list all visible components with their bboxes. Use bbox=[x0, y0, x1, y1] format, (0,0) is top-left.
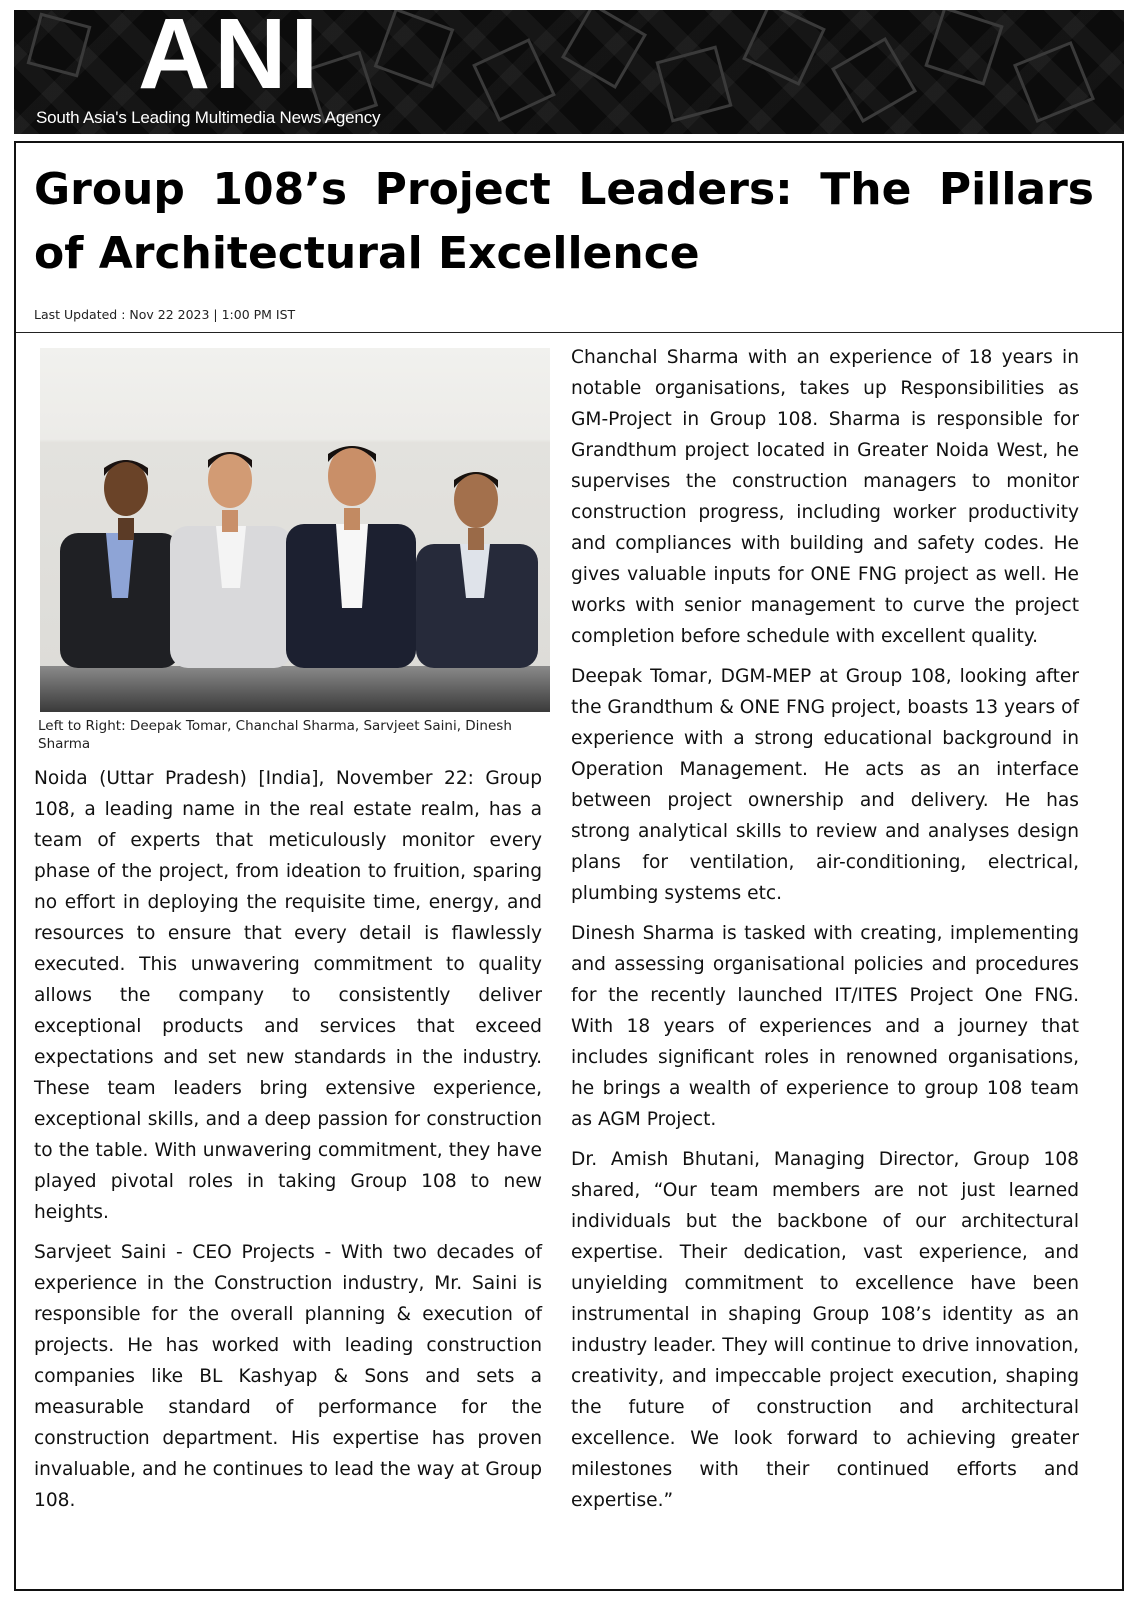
article-column-right bbox=[571, 342, 1079, 1525]
article-paragraph: Dr. Amish Bhutani, Managing Director, Group 108 shared, “Our team members are not just learned individuals but the backbone of our architectural expertise. Their dedication, vast experience, and unyielding commitment to excellence have been instrumental in shaping Group 108’s identity as an industry leader. They will continue to drive innovation, creativity, and impeccable project execution, shaping the future of construction and architectural excellence. We look forward to achieving greater milestones with their continued efforts and expertise.” bbox=[571, 1149, 1079, 1511]
article-paragraph: Chanchal Sharma with an experience of 18 years in notable organisations, takes up Responsibilities as GM-Project in Group 108. Sharma is responsible for Grandthum project located in Greater Noida West, he supervises the construction managers to monitor construction progress, including worker productivity and compliances with building and safety codes. He gives valuable inputs for ONE FNG project as well. He works with senior management to curve the project completion before schedule with excellent quality. bbox=[571, 347, 1079, 647]
ani-logo: ANI bbox=[138, 10, 323, 110]
article-paragraph: Noida (Uttar Pradesh) [India], November 22: Group 108, a leading name in the real estate realm, has a team of experts that meticulously monitor every phase of the project, from ideation to fruition, sparing no effort in deploying the requisite time, energy, and resources to ensure that every detail is flawlessly executed. This unwavering commitment to quality allows the company to consistently deliver exceptional products and services that exceed expectations and set new standards in the industry. These team leaders bring extensive experience, exceptional skills, and a deep passion for construction to the table. With unwavering commitment, they have played pivotal roles in taking Group 108 to new heights. bbox=[34, 768, 542, 1223]
photo-caption: Left to Right: Deepak Tomar, Chanchal Sharma, Sarvjeet Saini, Dinesh Sharma bbox=[38, 718, 512, 752]
article-headline: Group 108’s Project Leaders: The Pillars of Architectural Excellence bbox=[34, 164, 1094, 279]
article-column-left bbox=[34, 763, 542, 1525]
article-paragraph: Dinesh Sharma is tasked with creating, implementing and assessing organisational policies and procedures for the recently launched IT/ITES Project One FNG. With 18 years of experiences and a journey that includes significant roles in renowned organisations, he brings a wealth of experience to group 108 team as AGM Project. bbox=[571, 923, 1079, 1130]
article-paragraph: Sarvjeet Saini - CEO Projects - With two decades of experience in the Construction industry, Mr. Saini is responsible for the overall planning & execution of projects. He has worked with leading construction companies like BL Kashyap & Sons and sets a measurable standard of performance for the construction department. His expertise has proven invaluable, and he continues to lead the way at Group 108. bbox=[34, 1242, 542, 1511]
article-paragraph: Deepak Tomar, DGM-MEP at Group 108, looking after the Grandthum & ONE FNG project, boasts 13 years of experience with a strong educational background in Operation Management. He acts as an interface between project ownership and delivery. He has strong analytical skills to review and analyses design plans for ventilation, air-conditioning, electrical, plumbing systems etc. bbox=[571, 666, 1079, 904]
last-updated: Last Updated : Nov 22 2023 | 1:00 PM IST bbox=[34, 307, 296, 322]
masthead-tagline: South Asia's Leading Multimedia News Agency bbox=[36, 108, 381, 127]
masthead bbox=[14, 10, 1124, 134]
header-divider bbox=[16, 332, 1122, 333]
group-photo-illustration bbox=[40, 348, 550, 712]
article-photo bbox=[40, 348, 550, 712]
